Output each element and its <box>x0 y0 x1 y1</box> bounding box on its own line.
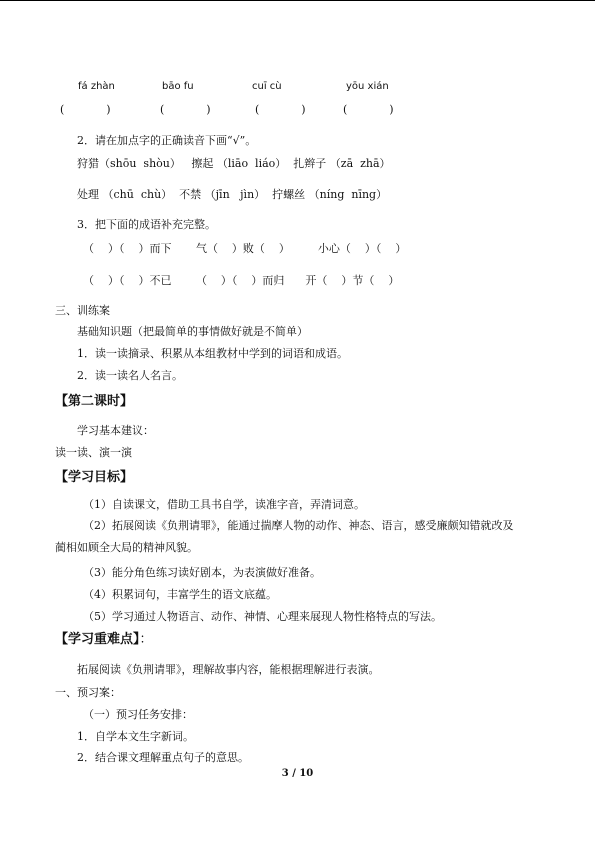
pinyin-3: cuī cù <box>252 81 282 92</box>
key-heading-text: 【学习重难点】 <box>55 632 140 647</box>
section3-item-2: 2．读一读名人名言。 <box>77 369 183 382</box>
q2-title: 2．请在加点字的正确读音下画“√”。 <box>77 134 257 147</box>
preview-item-2: 2．结合课文理解重点句子的意思。 <box>77 751 249 764</box>
q2-row2: 处理 （chū chù） 不禁 （jīn jìn） 拧螺丝 （níng nīng） <box>77 188 388 201</box>
q3-row2: （ ）（ ）不已 （ ）（ ）而归 开（ ）节（ ） <box>83 274 400 287</box>
answer-blank-4: ( ) <box>343 103 394 116</box>
page-number: 3 / 10 <box>281 768 314 779</box>
key-heading <box>55 632 153 648</box>
goal-1: （1）自读课文，借助工具书自学，读准字音，弄清词意。 <box>83 498 365 511</box>
key-heading-colon: ： <box>139 632 153 647</box>
q2-row1: 狩猎（shōu shòu） 擦起 （liāo liáo） 扎辫子 （zā zhā） <box>77 157 391 170</box>
section3-subtitle: 基础知识题（把最简单的事情做好就是不简单） <box>77 325 308 338</box>
lesson2-heading: 【第二课时】 <box>55 394 134 409</box>
pinyin-2: bāo fu <box>162 81 194 92</box>
preview-item-1: 1．自学本文生字新词。 <box>77 730 194 743</box>
answer-blank-2: ( ) <box>160 103 211 116</box>
q3-title: 3．把下面的成语补充完整。 <box>77 218 216 231</box>
goal-4: （4）积累词句，丰富学生的语文底蕴。 <box>83 588 277 601</box>
lesson2-advice-label: 学习基本建议： <box>77 424 154 437</box>
section3-item-1: 1．读一读摘录、积累从本组教材中学到的词语和成语。 <box>77 347 348 360</box>
goal-5: （5）学习通过人物语言、动作、神情、心理来展现人物性格特点的写法。 <box>83 610 442 623</box>
q3-row1: （ ）（ ）而下 气（ ）败（ ） 小心（ ）（ ） <box>83 242 407 255</box>
section3-title: 三、训练案 <box>55 304 110 317</box>
page-top-rule <box>0 0 595 1</box>
answer-blank-1: ( ) <box>60 103 111 116</box>
preview-title: 一、预习案： <box>55 686 121 699</box>
pinyin-4: yōu xián <box>346 81 389 92</box>
goal-2: （2）拓展阅读《负荆请罪》，能通过揣摩人物的动作、神态、语言，感受廉颇知错就改及蔺相如顾全大局的精神风貌。 <box>55 519 514 554</box>
lesson2-advice: 读一读、演一演 <box>55 446 132 459</box>
goal-3: （3）能分角色练习读好剧本，为表演做好准备。 <box>83 566 321 579</box>
key-text: 拓展阅读《负荆请罪》，理解故事内容，能根据理解进行表演。 <box>77 663 380 676</box>
preview-subtitle: （一）预习任务安排： <box>83 708 193 721</box>
pinyin-1: fá zhàn <box>78 81 115 92</box>
answer-blank-3: ( ) <box>255 103 306 116</box>
goals-heading: 【学习目标】 <box>55 470 134 485</box>
